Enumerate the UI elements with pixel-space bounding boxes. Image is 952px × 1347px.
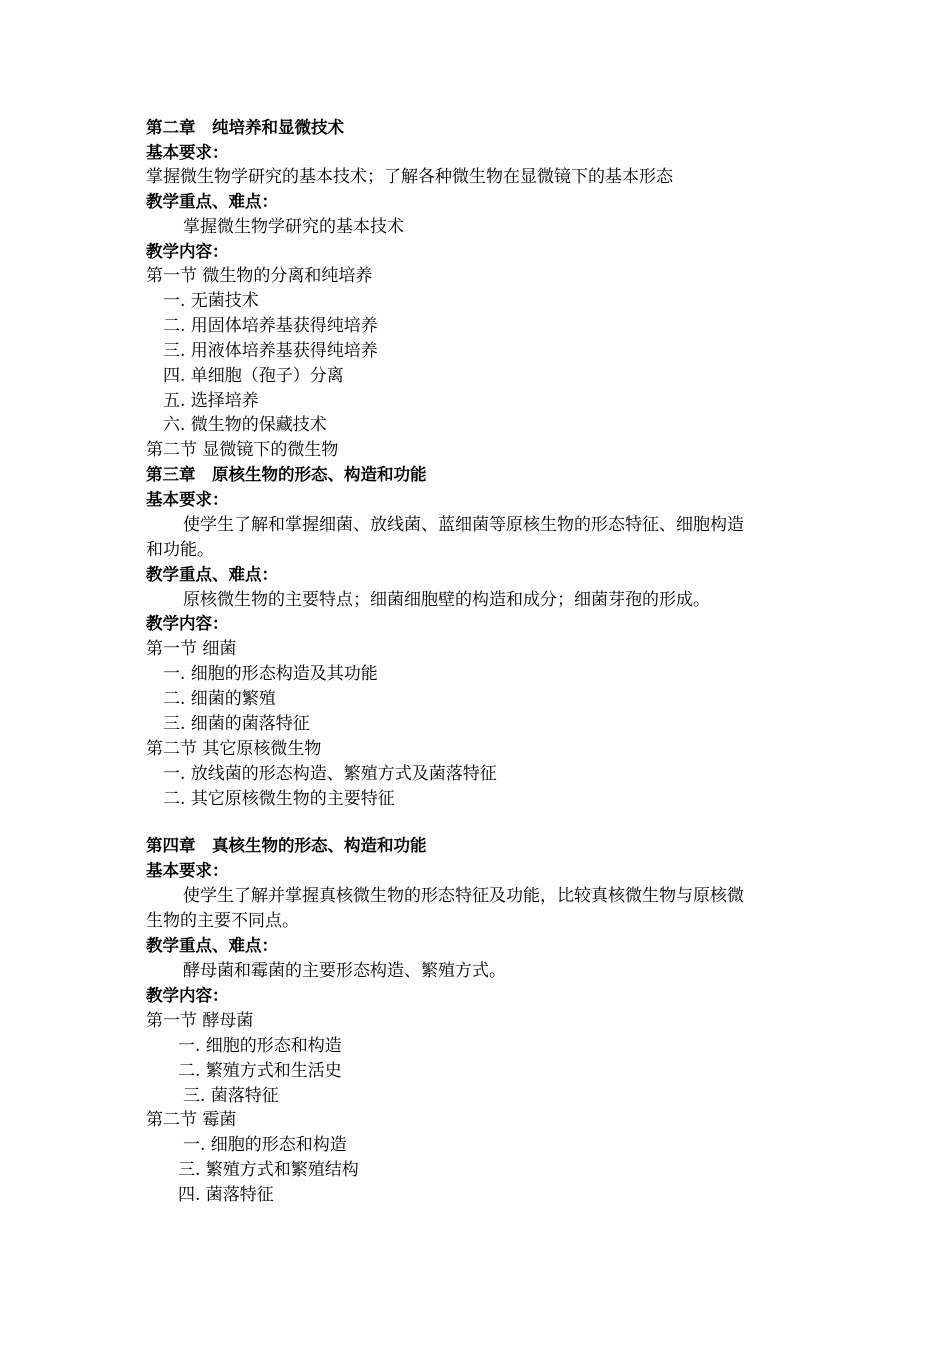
- chapter-4-content-label: 教学内容：: [146, 986, 229, 1005]
- chapter-3-req-text: 使学生了解和掌握细菌、放线菌、蓝细菌等原核生物的形态特征、细胞构造: [183, 515, 744, 535]
- chapter-4-req-text: 使学生了解并掌握真核微生物的形态特征及功能，比较真核微生物与原核微: [183, 886, 744, 906]
- chapter-4-key-label: 教学重点、难点：: [146, 936, 278, 955]
- list-item: 一. 放线菌的形态构造、繁殖方式及菌落特征: [163, 764, 497, 784]
- chapter-2-req-label: 基本要求：: [146, 143, 229, 162]
- chapter-4-section-2: 第二节 霉菌: [146, 1110, 237, 1130]
- chapter-4-req-label: 基本要求：: [146, 861, 229, 880]
- list-item: 三. 菌落特征: [183, 1086, 279, 1106]
- list-item: 五. 选择培养: [163, 391, 259, 411]
- list-item: 六. 微生物的保藏技术: [163, 415, 327, 435]
- list-item: 四. 单细胞（孢子）分离: [163, 366, 344, 386]
- chapter-2-section-2: 第二节 显微镜下的微生物: [146, 440, 339, 460]
- list-item: 二. 其它原核微生物的主要特征: [163, 789, 395, 809]
- chapter-2-key-text: 掌握微生物学研究的基本技术: [183, 217, 404, 237]
- chapter-3-req-text-cont: 和功能。: [146, 540, 214, 560]
- chapter-3-key-label: 教学重点、难点：: [146, 565, 278, 584]
- list-item: 一. 细胞的形态构造及其功能: [163, 664, 378, 684]
- list-item: 三. 细菌的菌落特征: [163, 714, 310, 734]
- list-item: 四. 菌落特征: [178, 1185, 274, 1205]
- chapter-3-section-1: 第一节 细菌: [146, 639, 237, 659]
- chapter-3-title: 第三章 原核生物的形态、构造和功能: [146, 465, 427, 484]
- list-item: 一. 无菌技术: [163, 291, 259, 311]
- chapter-4-req-text-cont: 生物的主要不同点。: [146, 911, 299, 931]
- list-item: 二. 细菌的繁殖: [163, 689, 276, 709]
- chapter-2-title: 第二章 纯培养和显微技术: [146, 118, 344, 137]
- chapter-3-section-2: 第二节 其它原核微生物: [146, 739, 322, 759]
- chapter-2-key-label: 教学重点、难点：: [146, 192, 278, 211]
- list-item: 二. 繁殖方式和生活史: [178, 1061, 342, 1081]
- list-item: 一. 细胞的形态和构造: [183, 1135, 347, 1155]
- chapter-2-req-text: 掌握微生物学研究的基本技术；了解各种微生物在显微镜下的基本形态: [146, 167, 673, 187]
- chapter-4-key-text: 酵母菌和霉菌的主要形态构造、繁殖方式。: [183, 961, 506, 981]
- chapter-3-content-label: 教学内容：: [146, 614, 229, 633]
- chapter-4-section-1: 第一节 酵母菌: [146, 1011, 254, 1031]
- chapter-2-section-1: 第一节 微生物的分离和纯培养: [146, 266, 373, 286]
- list-item: 二. 用固体培养基获得纯培养: [163, 316, 378, 336]
- chapter-4-title: 第四章 真核生物的形态、构造和功能: [146, 836, 427, 855]
- list-item: 三. 用液体培养基获得纯培养: [163, 341, 378, 361]
- list-item: 三. 繁殖方式和繁殖结构: [178, 1160, 359, 1180]
- chapter-3-req-label: 基本要求：: [146, 490, 229, 509]
- list-item: 一. 细胞的形态和构造: [178, 1036, 342, 1056]
- chapter-2-content-label: 教学内容：: [146, 242, 229, 261]
- chapter-3-key-text: 原核微生物的主要特点；细菌细胞壁的构造和成分；细菌芽孢的形成。: [183, 590, 710, 610]
